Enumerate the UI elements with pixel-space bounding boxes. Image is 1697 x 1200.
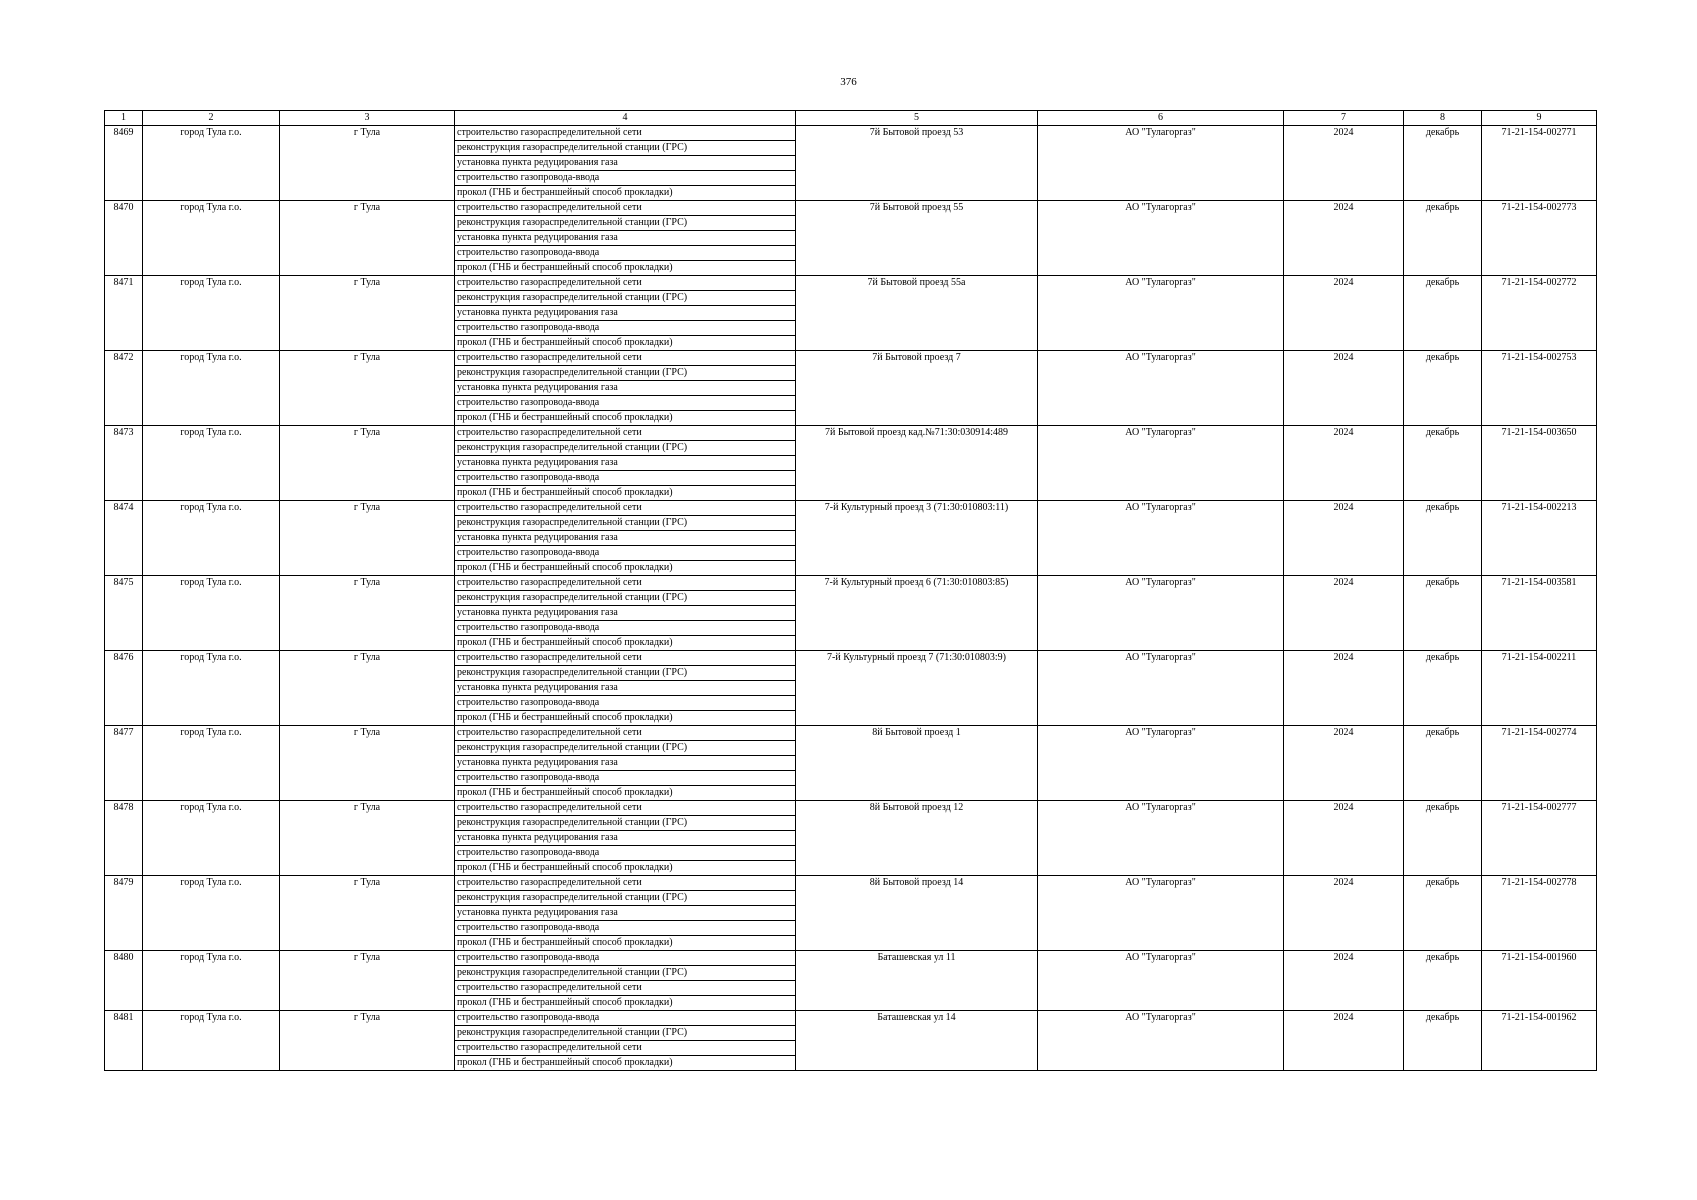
work-item: строительство газопровода-ввода [455,246,795,261]
work-item: прокол (ГНБ и бестраншейный способ прокладки) [457,187,673,198]
month-cell: декабрь [1404,126,1482,201]
row-number-cell: 8480 [105,951,143,1011]
work-item: строительство газопровода-ввода [455,546,795,561]
work-item: реконструкция газораспределительной станции (ГРС) [455,591,795,606]
work-item: прокол (ГНБ и бестраншейный способ прокладки) [457,712,673,723]
year-cell: 2024 [1284,351,1404,426]
column-header-2: 2 [143,111,280,126]
works-cell [455,201,796,276]
district-cell: город Тула г.о. [143,201,280,276]
column-header-3: 3 [280,111,455,126]
works-cell [455,651,796,726]
code-cell: 71-21-154-002772 [1482,276,1597,351]
table-row [105,126,1597,201]
works-cell [455,351,796,426]
district-cell: город Тула г.о. [143,876,280,951]
row-number-cell: 8479 [105,876,143,951]
table-row [105,276,1597,351]
organization-cell: АО "Тулагоргаз" [1038,876,1284,951]
district-cell: город Тула г.о. [143,351,280,426]
work-item: прокол (ГНБ и бестраншейный способ прокладки) [457,1057,673,1068]
work-item: строительство газопровода-ввода [455,951,795,966]
district-cell: город Тула г.о. [143,951,280,1011]
work-item: строительство газопровода-ввода [455,771,795,786]
row-number-cell: 8476 [105,651,143,726]
work-item: реконструкция газораспределительной станции (ГРС) [455,741,795,756]
table-row [105,501,1597,576]
work-item: установка пункта редуцирования газа [455,606,795,621]
district-cell: город Тула г.о. [143,501,280,576]
work-item: строительство газораспределительной сети [455,876,795,891]
address-cell: 7й Бытовой проезд 7 [796,351,1038,426]
works-cell [455,1011,796,1071]
work-item: строительство газопровода-ввода [455,1011,795,1026]
work-item: установка пункта редуцирования газа [455,531,795,546]
address-cell: 8й Бытовой проезд 12 [796,801,1038,876]
month-cell: декабрь [1404,651,1482,726]
column-header-8: 8 [1404,111,1482,126]
work-item: установка пункта редуцирования газа [455,906,795,921]
work-item: строительство газораспределительной сети [455,201,795,216]
work-item: установка пункта редуцирования газа [455,831,795,846]
work-item: строительство газораспределительной сети [455,981,795,996]
address-cell: 7й Бытовой проезд 55а [796,276,1038,351]
row-number-cell: 8470 [105,201,143,276]
code-cell: 71-21-154-002777 [1482,801,1597,876]
work-item: строительство газораспределительной сети [455,801,795,816]
table-row [105,951,1597,1011]
year-cell: 2024 [1284,126,1404,201]
work-item: строительство газораспределительной сети [455,351,795,366]
work-item: реконструкция газораспределительной станции (ГРС) [455,891,795,906]
code-cell: 71-21-154-002753 [1482,351,1597,426]
month-cell: декабрь [1404,726,1482,801]
code-cell: 71-21-154-002213 [1482,501,1597,576]
work-item: строительство газопровода-ввода [455,846,795,861]
code-cell: 71-21-154-002774 [1482,726,1597,801]
table-row [105,1011,1597,1071]
district-cell: город Тула г.о. [143,576,280,651]
work-item: строительство газораспределительной сети [455,1041,795,1056]
work-item: реконструкция газораспределительной станции (ГРС) [455,816,795,831]
year-cell: 2024 [1284,801,1404,876]
locality-cell: г Тула [280,876,455,951]
work-item: строительство газопровода-ввода [455,921,795,936]
code-cell: 71-21-154-003650 [1482,426,1597,501]
row-number-cell: 8474 [105,501,143,576]
code-cell: 71-21-154-002773 [1482,201,1597,276]
organization-cell: АО "Тулагоргаз" [1038,426,1284,501]
organization-cell: АО "Тулагоргаз" [1038,951,1284,1011]
row-number-cell: 8477 [105,726,143,801]
column-header-4: 4 [455,111,796,126]
work-item: установка пункта редуцирования газа [455,156,795,171]
district-cell: город Тула г.о. [143,801,280,876]
column-header-6: 6 [1038,111,1284,126]
row-number-cell: 8473 [105,426,143,501]
locality-cell: г Тула [280,201,455,276]
locality-cell: г Тула [280,726,455,801]
work-item: строительство газораспределительной сети [455,426,795,441]
organization-cell: АО "Тулагоргаз" [1038,201,1284,276]
month-cell: декабрь [1404,801,1482,876]
table-row [105,201,1597,276]
district-cell: город Тула г.о. [143,126,280,201]
month-cell: декабрь [1404,576,1482,651]
work-item: реконструкция газораспределительной станции (ГРС) [455,441,795,456]
work-item: прокол (ГНБ и бестраншейный способ прокладки) [457,637,673,648]
work-item: установка пункта редуцирования газа [455,306,795,321]
address-cell: 8й Бытовой проезд 14 [796,876,1038,951]
address-cell: 7-й Культурный проезд 6 (71:30:010803:85) [796,576,1038,651]
district-cell: город Тула г.о. [143,651,280,726]
year-cell: 2024 [1284,726,1404,801]
year-cell: 2024 [1284,501,1404,576]
work-item: установка пункта редуцирования газа [455,231,795,246]
year-cell: 2024 [1284,876,1404,951]
works-cell [455,951,796,1011]
organization-cell: АО "Тулагоргаз" [1038,276,1284,351]
locality-cell: г Тула [280,951,455,1011]
work-item: установка пункта редуцирования газа [455,456,795,471]
code-cell: 71-21-154-001962 [1482,1011,1597,1071]
work-item: строительство газораспределительной сети [455,276,795,291]
organization-cell: АО "Тулагоргаз" [1038,351,1284,426]
month-cell: декабрь [1404,876,1482,951]
year-cell: 2024 [1284,201,1404,276]
organization-cell: АО "Тулагоргаз" [1038,1011,1284,1071]
works-cell [455,501,796,576]
address-cell: Баташевская ул 14 [796,1011,1038,1071]
locality-cell: г Тула [280,276,455,351]
district-cell: город Тула г.о. [143,726,280,801]
year-cell: 2024 [1284,951,1404,1011]
column-header-1: 1 [105,111,143,126]
address-cell: 8й Бытовой проезд 1 [796,726,1038,801]
district-cell: город Тула г.о. [143,1011,280,1071]
organization-cell: АО "Тулагоргаз" [1038,126,1284,201]
row-number-cell: 8469 [105,126,143,201]
locality-cell: г Тула [280,126,455,201]
work-item: строительство газораспределительной сети [455,651,795,666]
month-cell: декабрь [1404,201,1482,276]
table-row [105,351,1597,426]
work-item: реконструкция газораспределительной станции (ГРС) [455,141,795,156]
register-table [104,110,1597,1071]
page-number: 376 [840,76,857,88]
code-cell: 71-21-154-002778 [1482,876,1597,951]
organization-cell: АО "Тулагоргаз" [1038,501,1284,576]
works-cell [455,426,796,501]
work-item: строительство газопровода-ввода [455,171,795,186]
column-header-5: 5 [796,111,1038,126]
locality-cell: г Тула [280,351,455,426]
table-row [105,426,1597,501]
organization-cell: АО "Тулагоргаз" [1038,726,1284,801]
header-row [105,111,1597,126]
work-item: строительство газопровода-ввода [455,321,795,336]
work-item: реконструкция газораспределительной станции (ГРС) [455,366,795,381]
year-cell: 2024 [1284,651,1404,726]
work-item: прокол (ГНБ и бестраншейный способ прокладки) [457,862,673,873]
work-item: строительство газораспределительной сети [455,726,795,741]
work-item: строительство газопровода-ввода [455,396,795,411]
work-item: строительство газопровода-ввода [455,471,795,486]
works-cell [455,726,796,801]
works-cell [455,876,796,951]
work-item: установка пункта редуцирования газа [455,756,795,771]
row-number-cell: 8475 [105,576,143,651]
row-number-cell: 8471 [105,276,143,351]
works-cell [455,276,796,351]
table-row [105,651,1597,726]
code-cell: 71-21-154-003581 [1482,576,1597,651]
row-number-cell: 8472 [105,351,143,426]
year-cell: 2024 [1284,276,1404,351]
work-item: строительство газораспределительной сети [455,126,795,141]
district-cell: город Тула г.о. [143,276,280,351]
code-cell: 71-21-154-001960 [1482,951,1597,1011]
table-row [105,726,1597,801]
month-cell: декабрь [1404,426,1482,501]
code-cell: 71-21-154-002771 [1482,126,1597,201]
organization-cell: АО "Тулагоргаз" [1038,801,1284,876]
locality-cell: г Тула [280,501,455,576]
address-cell: 7-й Культурный проезд 3 (71:30:010803:11) [796,501,1038,576]
month-cell: декабрь [1404,276,1482,351]
address-cell: 7-й Культурный проезд 7 (71:30:010803:9) [796,651,1038,726]
month-cell: декабрь [1404,501,1482,576]
table-row [105,801,1597,876]
table-row [105,576,1597,651]
work-item: строительство газопровода-ввода [455,621,795,636]
locality-cell: г Тула [280,1011,455,1071]
code-cell: 71-21-154-002211 [1482,651,1597,726]
work-item: прокол (ГНБ и бестраншейный способ прокладки) [457,262,673,273]
locality-cell: г Тула [280,576,455,651]
work-item: реконструкция газораспределительной станции (ГРС) [455,291,795,306]
year-cell: 2024 [1284,426,1404,501]
works-cell [455,801,796,876]
year-cell: 2024 [1284,1011,1404,1071]
works-cell [455,126,796,201]
address-cell: 7й Бытовой проезд 53 [796,126,1038,201]
work-item: реконструкция газораспределительной станции (ГРС) [455,216,795,231]
organization-cell: АО "Тулагоргаз" [1038,651,1284,726]
work-item: прокол (ГНБ и бестраншейный способ прокладки) [457,562,673,573]
month-cell: декабрь [1404,351,1482,426]
organization-cell: АО "Тулагоргаз" [1038,576,1284,651]
column-header-9: 9 [1482,111,1597,126]
work-item: прокол (ГНБ и бестраншейный способ прокладки) [457,412,673,423]
locality-cell: г Тула [280,801,455,876]
work-item: реконструкция газораспределительной станции (ГРС) [455,666,795,681]
month-cell: декабрь [1404,1011,1482,1071]
work-item: прокол (ГНБ и бестраншейный способ прокладки) [457,337,673,348]
work-item: прокол (ГНБ и бестраншейный способ прокладки) [457,937,673,948]
work-item: прокол (ГНБ и бестраншейный способ прокладки) [457,787,673,798]
address-cell: Баташевская ул 11 [796,951,1038,1011]
locality-cell: г Тула [280,426,455,501]
table-row [105,876,1597,951]
work-item: строительство газопровода-ввода [455,696,795,711]
month-cell: декабрь [1404,951,1482,1011]
row-number-cell: 8478 [105,801,143,876]
row-number-cell: 8481 [105,1011,143,1071]
work-item: строительство газораспределительной сети [455,576,795,591]
work-item: реконструкция газораспределительной станции (ГРС) [455,516,795,531]
work-item: прокол (ГНБ и бестраншейный способ прокладки) [457,487,673,498]
work-item: установка пункта редуцирования газа [455,681,795,696]
work-item: реконструкция газораспределительной станции (ГРС) [455,966,795,981]
table-body [105,126,1597,1071]
column-header-7: 7 [1284,111,1404,126]
year-cell: 2024 [1284,576,1404,651]
work-item: реконструкция газораспределительной станции (ГРС) [455,1026,795,1041]
works-cell [455,576,796,651]
district-cell: город Тула г.о. [143,426,280,501]
work-item: прокол (ГНБ и бестраншейный способ прокладки) [457,997,673,1008]
address-cell: 7й Бытовой проезд 55 [796,201,1038,276]
work-item: строительство газораспределительной сети [455,501,795,516]
address-cell: 7й Бытовой проезд кад.№71:30:030914:489 [796,426,1038,501]
locality-cell: г Тула [280,651,455,726]
work-item: установка пункта редуцирования газа [455,381,795,396]
